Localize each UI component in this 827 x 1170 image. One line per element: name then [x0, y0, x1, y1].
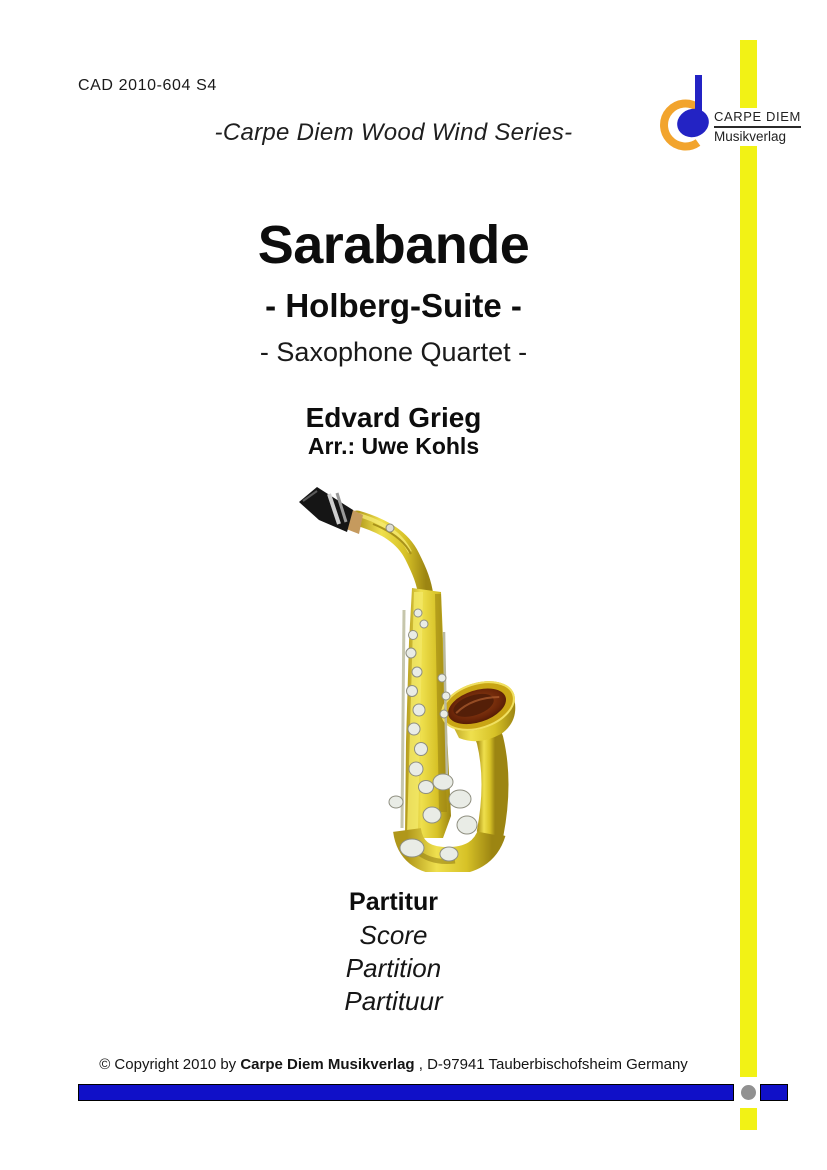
- piece-title: Sarabande: [257, 215, 530, 275]
- suite-subtitle: - Holberg-Suite -: [265, 287, 522, 324]
- edition-labels: [0, 886, 787, 1018]
- arranger-name: Arr.: Uwe Kohls: [307, 433, 480, 459]
- footer-bar-right: [760, 1084, 788, 1101]
- edition-label-score: Score: [359, 920, 428, 950]
- series-title: -Carpe Diem Wood Wind Series-: [214, 119, 573, 146]
- copyright-suffix: , D-97941 Tauberbischofsheim Germany: [414, 1056, 688, 1073]
- edition-label-partitur: Partitur: [349, 888, 438, 916]
- edition-label-partituur: Partituur: [344, 986, 443, 1016]
- saxophone-image: [293, 482, 541, 872]
- publisher-logo: [711, 108, 805, 146]
- copyright-line: [0, 1056, 787, 1073]
- edition-label-partition: Partition: [345, 953, 442, 983]
- composer-name: Edvard Grieg: [305, 402, 482, 433]
- saxophone-illustration: [293, 482, 541, 872]
- yellow-accent-stripe: [740, 40, 757, 1130]
- copyright-prefix: © Copyright 2010 by: [99, 1056, 241, 1073]
- publisher-name: CARPE DIEM: [714, 109, 801, 128]
- copyright-publisher: Carpe Diem Musikverlag: [240, 1056, 415, 1073]
- catalog-number: CAD 2010-604 S4: [78, 77, 217, 94]
- music-note-logo-icon: [659, 66, 715, 158]
- footer-bar-dot: [741, 1085, 756, 1100]
- publisher-subtitle: Musikverlag: [714, 129, 787, 144]
- ensemble-subtitle: - Saxophone Quartet -: [259, 337, 528, 367]
- footer-bar-left: [78, 1084, 734, 1101]
